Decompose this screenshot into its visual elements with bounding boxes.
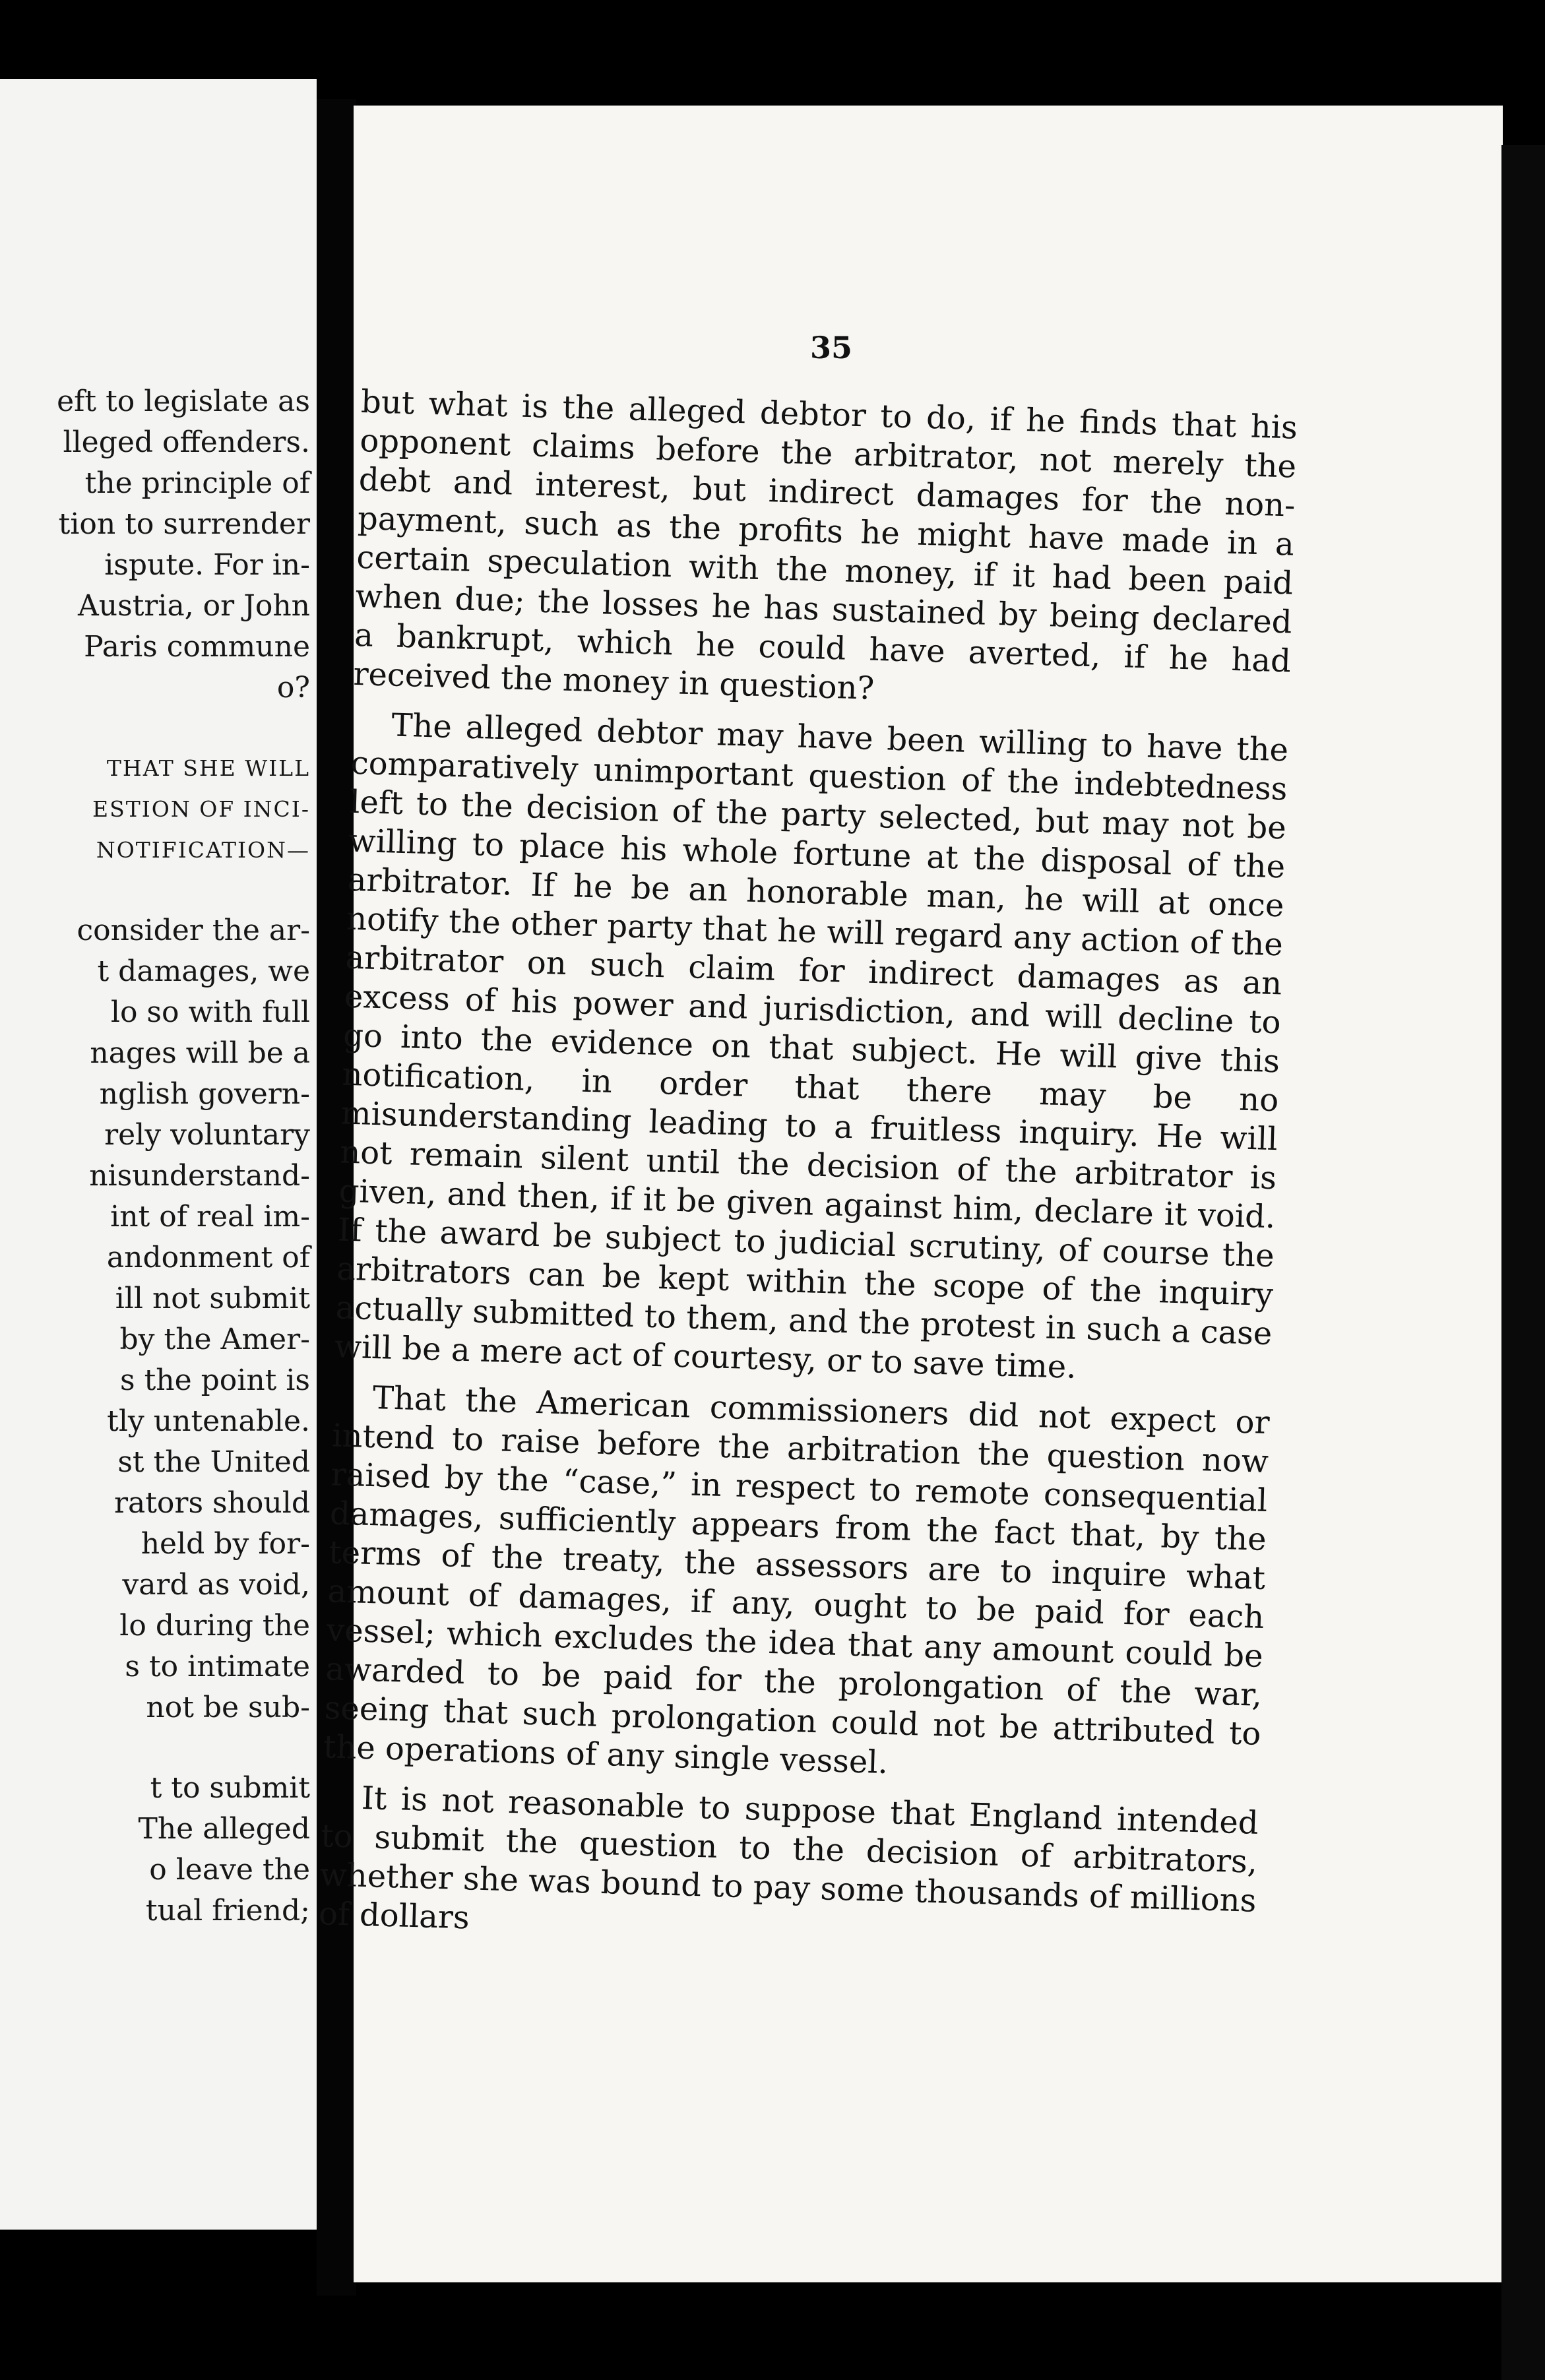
left-heading-line: THAT SHE WILL (106, 755, 310, 781)
left-line: ill not submit (115, 1282, 310, 1315)
scan-border (1501, 145, 1545, 2380)
left-line: s the point is (120, 1363, 310, 1397)
left-line: by the Amer- (119, 1323, 310, 1356)
left-line: rators should (113, 1486, 310, 1520)
left-line: Paris commune (84, 630, 310, 664)
left-line: andonment of (106, 1241, 310, 1274)
left-line: rely voluntary (104, 1118, 310, 1152)
left-line: ispute. For in- (104, 548, 310, 582)
left-heading-line: ESTION OF INCI- (92, 796, 310, 822)
left-line: tion to surrender (58, 507, 310, 541)
left-line: t damages, we (97, 955, 310, 988)
left-line: int of real im- (110, 1200, 310, 1234)
left-line: held by for- (141, 1527, 310, 1561)
left-line: o leave the (149, 1853, 310, 1887)
left-page-fragment (0, 79, 317, 2230)
left-heading-line: NOTIFICATION— (96, 837, 310, 863)
page-body (318, 383, 1298, 1971)
paragraph: That the American commissioners did not expect or intend to raise before the arbitration the question now raised by the “case,” in respect to remote consequential damages, sufficiently appears from the fact that, by the terms of the treaty, the assessors are to inquire what amount of damages, if any, ought to be paid for each vessel; which excludes the idea that any amount could be awarded to be paid for the prolongation of the war, seeing that such prolongation could not be attributed to the operations of any single vessel. (323, 1379, 1271, 1782)
left-line: eft to legislate as (57, 385, 310, 418)
left-line: lleged offenders. (63, 425, 310, 459)
left-line: lo during the (119, 1609, 310, 1643)
left-line: st the United (117, 1445, 310, 1479)
left-line: not be sub- (146, 1691, 310, 1724)
left-spacer (0, 708, 310, 748)
left-line: vard as void, (122, 1568, 310, 1602)
left-spacer (0, 871, 310, 910)
left-line: tly untenable. (107, 1404, 310, 1438)
paragraph: It is not reasonable to suppose that England intended to submit the question to the decision of arbitrators, whether she was bound to pay some thousands of millions of dollars (318, 1779, 1259, 1937)
paragraph: The alleged debtor may have been willing to have the comparatively unimportant question of the indebtedness left to the decision of the party selected, but may not be willing to place his whole fortune at the disposal of the arbitrator. If he be an honorable man, he will at once notify the other party that he will regard any action of the arbitrator on such claim for indirect damages as an excess of his power and jurisdiction, and will decline to go into the evidence on that subject. He will give this notification, in order that there may be no misunderstanding leading to a fruitless inquiry. He will not remain silent until the decision of the arbitrator is given, and then, if it be given against him, declare it void. If the award be subject to judicial scrutiny, of course the arbitrators can be kept within the scope of the inquiry actually submitted to them, and the protest in such a case will be a mere act of courtesy, or to save time. (334, 706, 1289, 1386)
left-page-lines (0, 381, 310, 1931)
left-line: nglish govern- (99, 1077, 310, 1111)
left-line: nages will be a (90, 1036, 310, 1070)
left-line: lo so with full (110, 995, 310, 1029)
left-line: t to submit (150, 1771, 310, 1805)
left-line: nisunderstand- (89, 1159, 310, 1193)
left-spacer (0, 1728, 310, 1768)
paragraph: but what is the alleged debtor to do, if he finds that his opponent claims before the arbitrator, not merely the debt and interest, but indirect damages for the non-payment, such as the profits he might have made in a certain speculation with the money, if it had been paid when due; the losses he has sustained by being declared a bankrupt, which he could have averted, if he had received the money in question? (352, 383, 1298, 707)
left-line: tual friend; (145, 1894, 310, 1927)
left-line: Austria, or John (78, 589, 310, 623)
left-line: consider the ar- (77, 914, 310, 947)
left-line: The alleged (138, 1812, 310, 1846)
left-line: o? (276, 671, 310, 705)
left-line: the principle of (84, 466, 310, 500)
page-number: 35 (810, 330, 853, 365)
left-line: s to intimate (125, 1650, 310, 1683)
